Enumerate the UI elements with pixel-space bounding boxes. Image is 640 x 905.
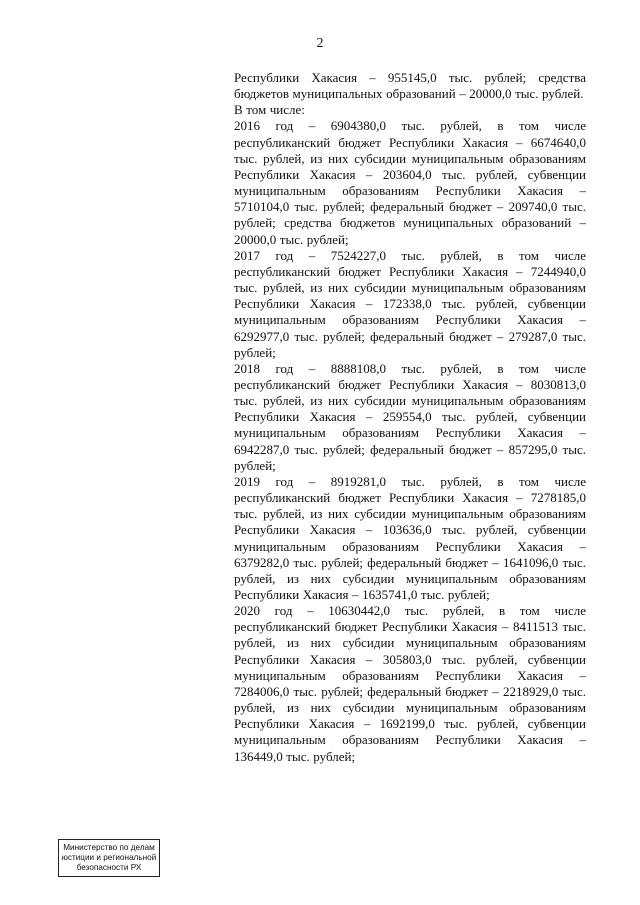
stamp-line-1: Министерство по делам [63, 843, 155, 852]
ministry-stamp [58, 839, 160, 877]
paragraph-year-2016: 2016 год – 6904380,0 тыс. рублей, в том числе республиканский бюджет Республики Хакасия – 6674640,0 тыс. рублей, из них субсидии муниципальным образованиям Республики Хакасия – 203604,0 тыс. рублей, субвенции муниципальным образованиям Республики Хакасия – 5710104,0 тыс. рублей; федеральный бюджет – 209740,0 тыс. рублей; средства бюджетов муниципальных образований – 20000,0 тыс. рублей; [234, 118, 586, 247]
stamp-line-3: безопасности РХ [76, 863, 142, 872]
document-body [234, 70, 586, 765]
paragraph-year-2018: 2018 год – 8888108,0 тыс. рублей, в том числе республиканский бюджет Республики Хакасия – 8030813,0 тыс. рублей, из них субсидии муниципальным образованиям Республики Хакасия – 259554,0 тыс. рублей, субвенции муниципальным образованиям Республики Хакасия – 6942287,0 тыс. рублей; федеральный бюджет – 857295,0 тыс. рублей; [234, 360, 586, 473]
page-number: 2 [316, 36, 324, 51]
paragraph-year-2017: 2017 год – 7524227,0 тыс. рублей, в том числе республиканский бюджет Республики Хакасия – 7244940,0 тыс. рублей, из них субсидии муниципальным образованиям Республики Хакасия – 172338,0 тыс. рублей, субвенции муниципальным образованиям Республики Хакасия – 6292977,0 тыс. рублей; федеральный бюджет – 279287,0 тыс. рублей; [234, 247, 586, 360]
paragraph-funding-summary-continued: Республики Хакасия – 955145,0 тыс. рублей; средства бюджетов муниципальных образований – 20000,0 тыс. рублей. [234, 70, 586, 102]
paragraph-year-2020: 2020 год – 10630442,0 тыс. рублей, в том числе республиканский бюджет Республики Хакасия – 8411513 тыс. рублей, из них субсидии муниципальным образованиям Республики Хакасия – 305803,0 тыс. рублей, субвенции муниципальным образованиям Республики Хакасия – 7284006,0 тыс. рублей; федеральный бюджет – 2218929,0 тыс. рублей, из них субсидии муниципальным образованиям Республики Хакасия – 1692199,0 тыс. рублей, субвенции муниципальным образованиям Республики Хакасия – 136449,0 тыс. рублей; [234, 603, 586, 764]
paragraph-year-2019: 2019 год – 8919281,0 тыс. рублей, в том числе республиканский бюджет Республики Хакасия – 7278185,0 тыс. рублей, из них субсидии муниципальным образованиям Республики Хакасия – 103636,0 тыс. рублей, субвенции муниципальным образованиям Республики Хакасия – 6379282,0 тыс. рублей; федеральный бюджет – 1641096,0 тыс. рублей, из них субсидии муниципальным образованиям Республики Хакасия – 1635741,0 тыс. рублей; [234, 473, 586, 602]
paragraph-including-header: В том числе: [234, 102, 305, 118]
stamp-line-2: юстиции и региональной [61, 853, 157, 862]
